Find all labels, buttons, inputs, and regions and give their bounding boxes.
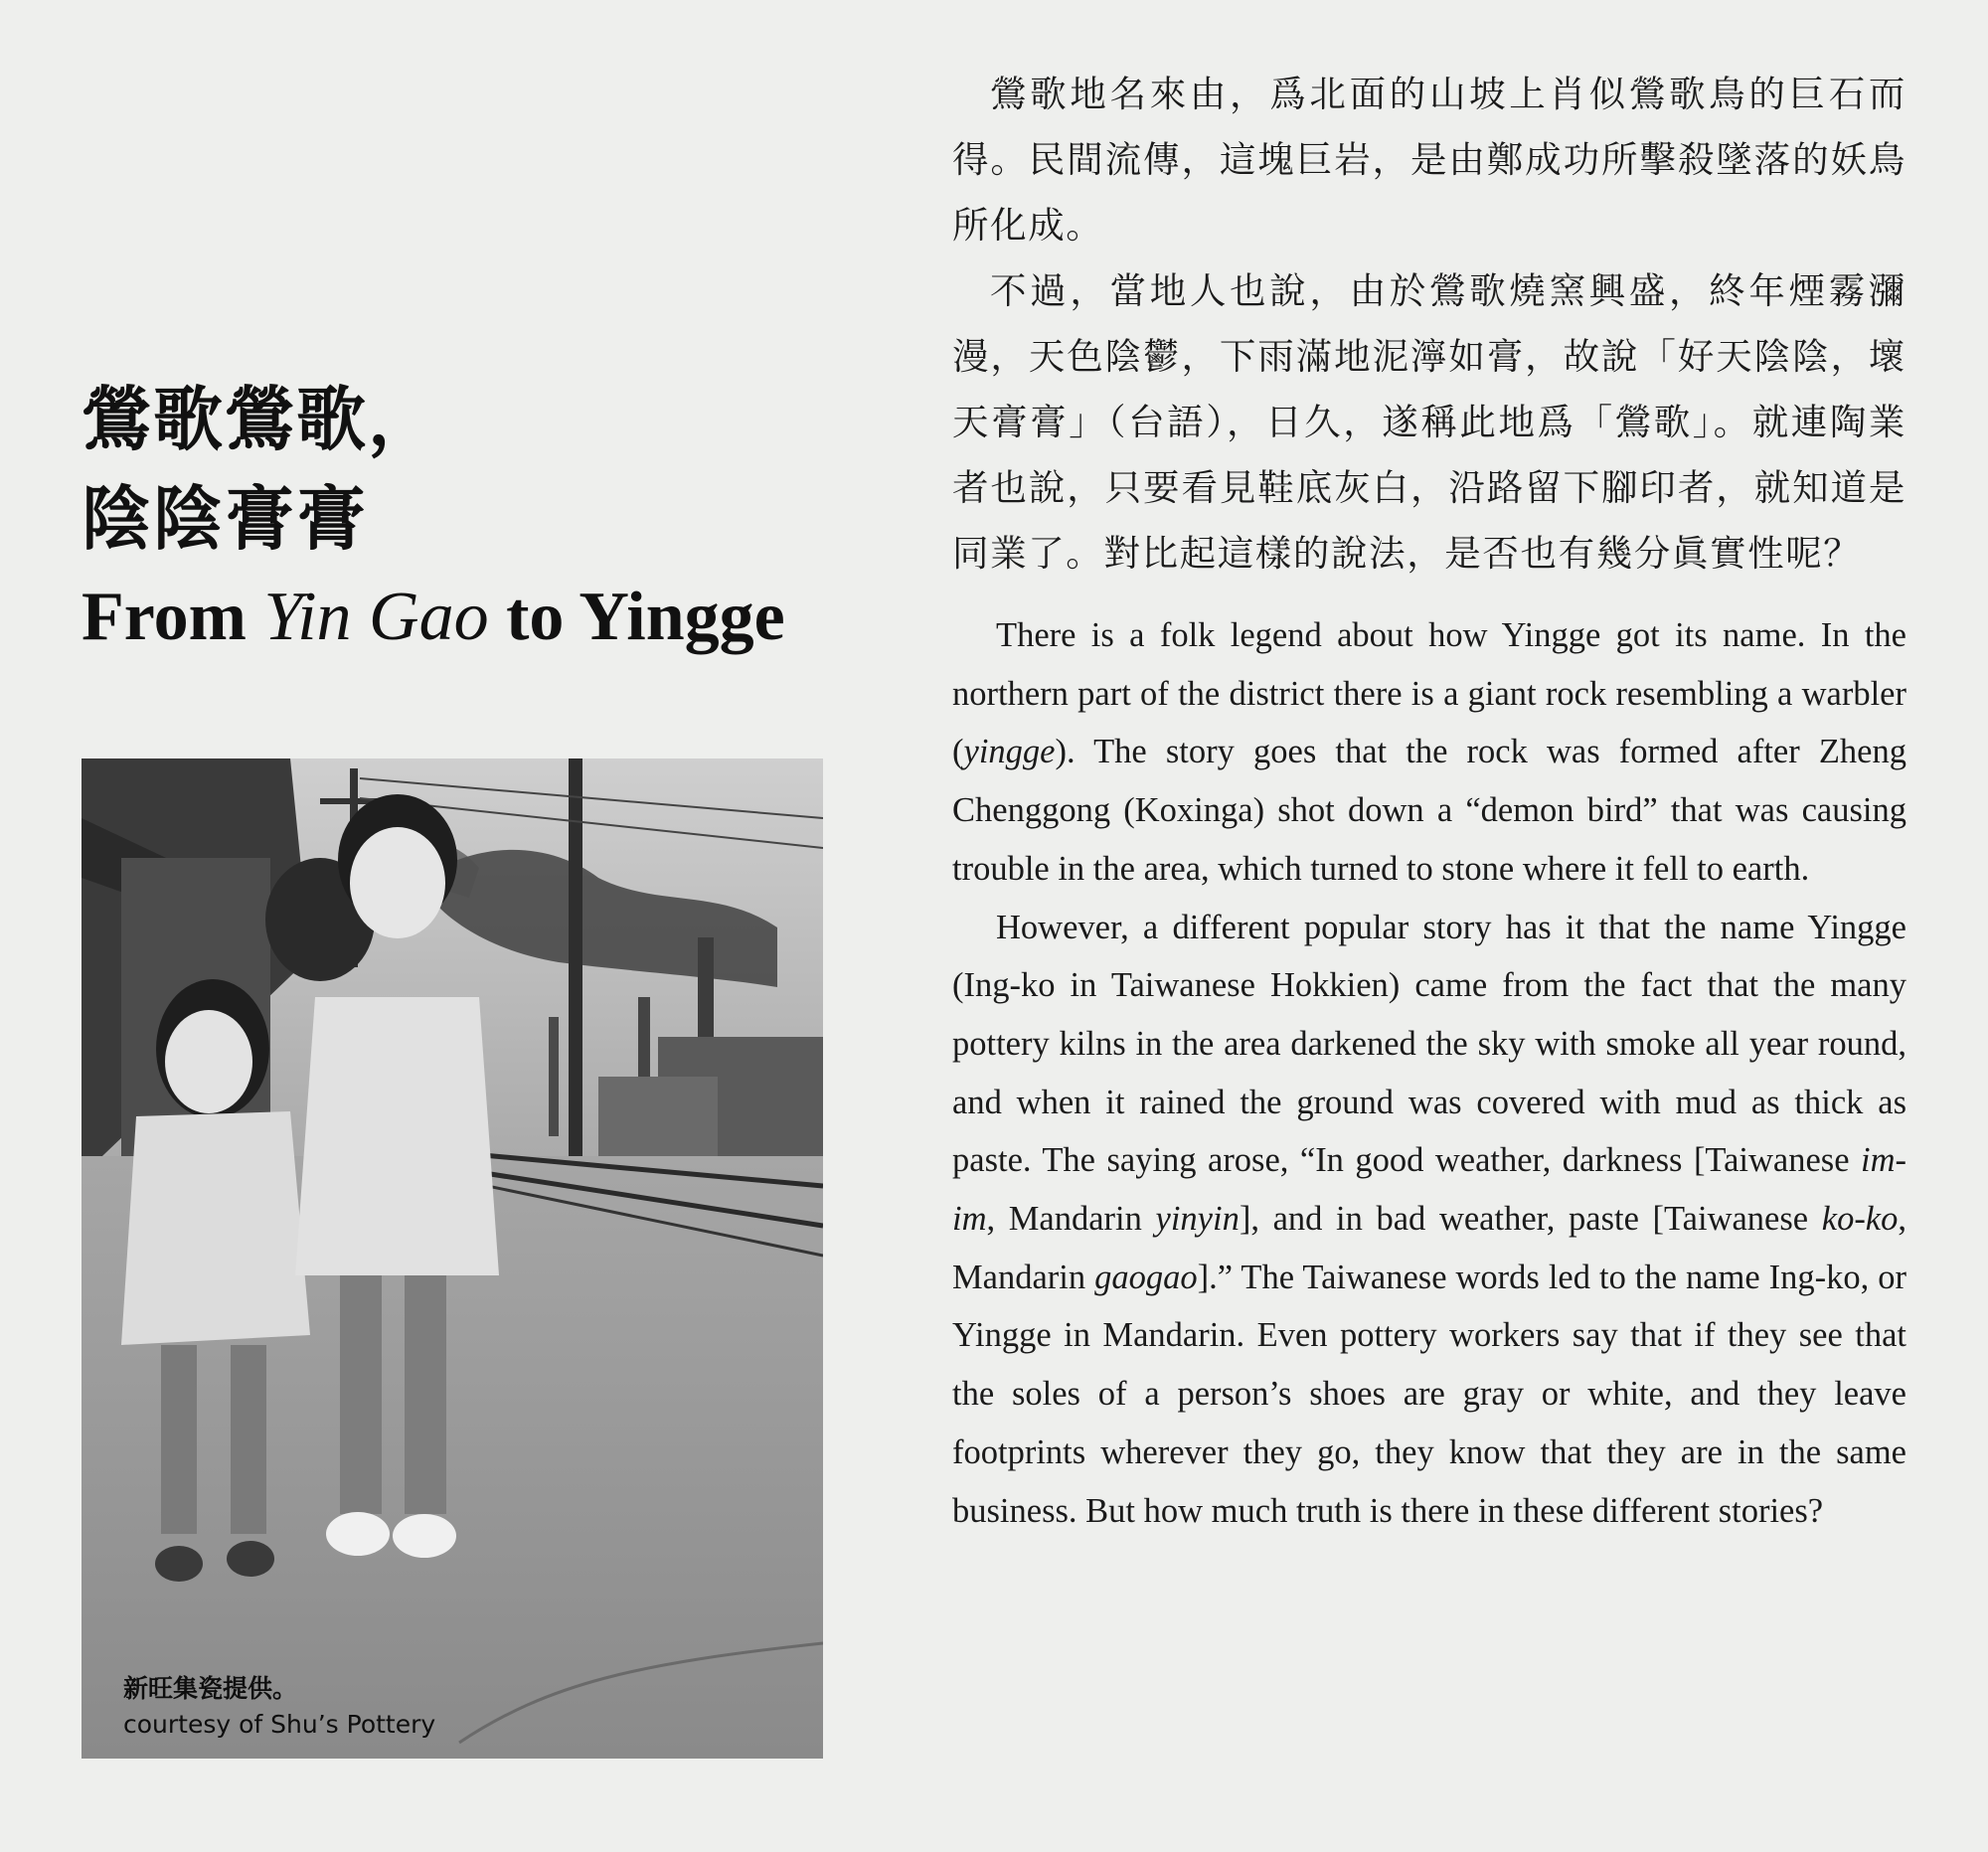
en-p2-italic-4: gaogao <box>1094 1258 1198 1296</box>
title-zh-line2: 陰陰膏膏 <box>82 477 368 560</box>
en-p2-text-c: ], and in bad weather, paste [Taiwanese <box>1239 1200 1822 1239</box>
body-zh-para-2: 不過，當地人也說，由於鶯歌燒窯興盛，終年煙霧瀰漫，天色陰鬱，下雨滿地泥濘如膏，故說「好天陰陰，壞天膏膏」（台語），日久，遂稱此地爲「鶯歌」。就連陶業者也說，只要看見鞋底灰白，沿路留下腳印者，就知道是同業了。對比起這樣的說法，是否也有幾分眞實性呢？ <box>952 269 1906 575</box>
en-p2-text-b: , Mandarin <box>986 1200 1156 1239</box>
title-en-part1: From <box>82 579 264 655</box>
en-p2-text-a: However, a different popular story has it that the name Yingge (Ing-ko in Taiwanese Hokkien) came from the fact that the many pottery kilns in the area darkened the sky with smoke all year round, and when it rained the ground was covered with mud as thick as paste. The saying arose, “In good weather, darkness [Taiwanese <box>952 908 1906 1180</box>
title-en-part2: to Yingge <box>488 579 785 655</box>
photo-caption <box>123 1671 435 1743</box>
body-zh-para-1: 鶯歌地名來由，爲北面的山坡上肖似鶯歌鳥的巨石而得。民間流傳，這塊巨岩，是由鄭成功所擊殺墜落的妖鳥所化成。 <box>952 73 1906 247</box>
en-p2-italic-1: im-im <box>952 1141 1906 1239</box>
article-body <box>952 62 1906 1540</box>
body-en <box>952 606 1906 1540</box>
en-p2-text-d: , Mandarin <box>952 1200 1906 1296</box>
photo-illustration <box>82 758 823 1759</box>
en-p1-text-a: There is a folk legend about how Yingge got its name. In the northern part of the district there is a giant rock resembling a warbler ( <box>952 616 1906 771</box>
caption-en: courtesy of Shu’s Pottery <box>123 1710 436 1739</box>
article-title <box>82 370 897 660</box>
historical-photo <box>82 758 823 1759</box>
en-p2-italic-2: yinyin <box>1155 1200 1240 1239</box>
body-en-para-1 <box>952 606 1906 899</box>
title-en-italic: Yin Gao <box>263 579 489 655</box>
caption-zh: 新旺集瓷提供。 <box>123 1674 298 1703</box>
en-p1-text-b: ). The story goes that the rock was formed after Zheng Chenggong (Koxinga) shot down a “demon bird” that was causing trouble in the area, which turned to stone where it fell to earth. <box>952 733 1906 888</box>
en-p1-italic-1: yingge <box>963 733 1056 771</box>
title-zh <box>82 370 897 569</box>
en-p2-text-e: ].” The Taiwanese words led to the name Ing-ko, or Yingge in Mandarin. Even pottery workers say that if they see that the soles of a person’s shoes are gray or white, and they leave footprints wherever they go, they know that they are in the same business. But how much truth is there in these different stories? <box>952 1258 1906 1530</box>
title-en <box>82 575 897 660</box>
title-zh-line1: 鶯歌鶯歌， <box>82 378 439 460</box>
en-p2-italic-3: ko-ko <box>1821 1200 1899 1239</box>
body-en-para-2 <box>952 899 1906 1541</box>
